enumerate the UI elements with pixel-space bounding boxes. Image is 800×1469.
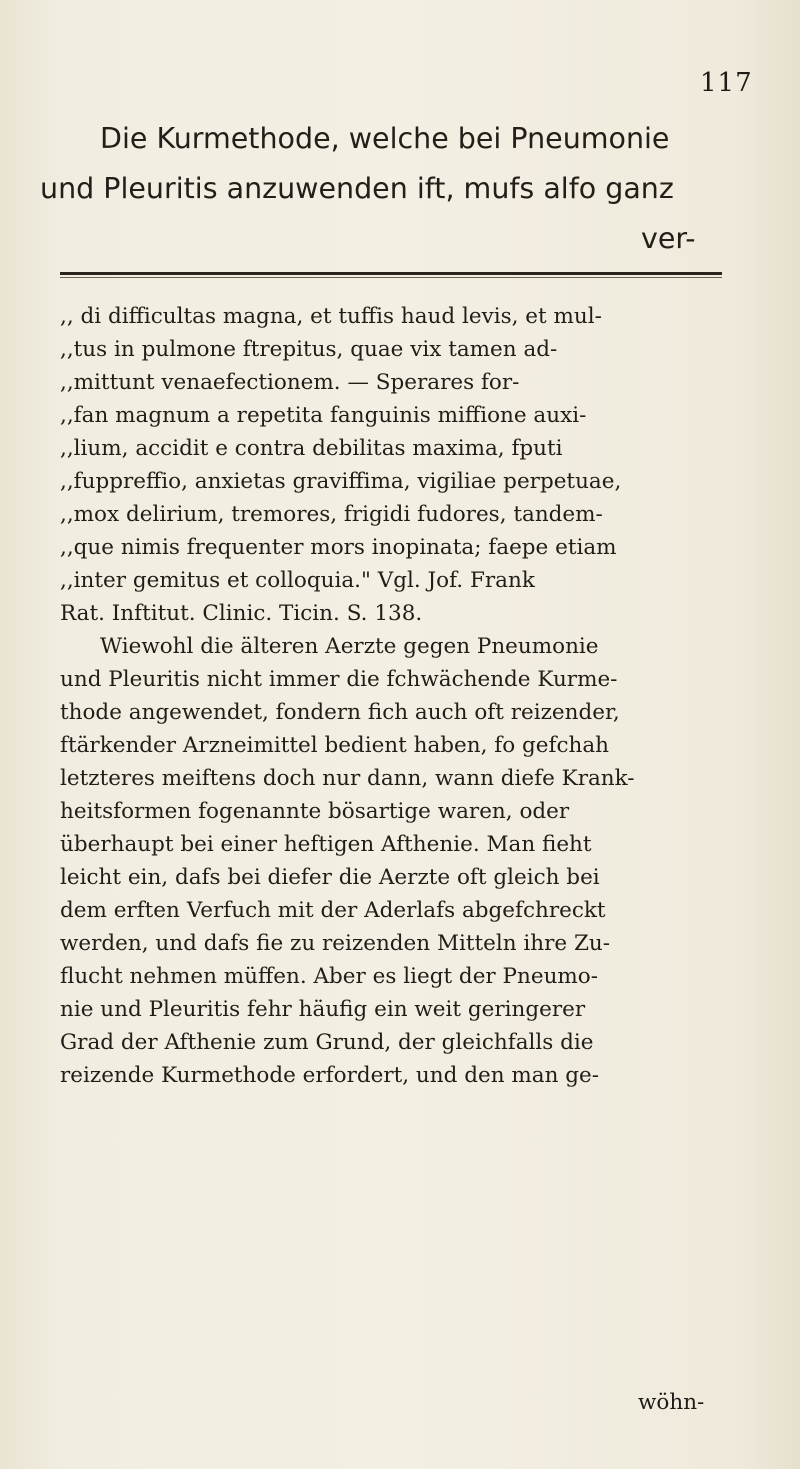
text-line: ,,mox delirium, tremores, frigidi fudores, tandem- <box>60 502 603 527</box>
text-line: thode angewendet, fondern fich auch oft reizender, <box>60 700 620 725</box>
text-line: ,,fan magnum a repetita fanguinis miffione auxi- <box>60 403 587 428</box>
text-line: ftärkender Arzneimittel bedient haben, fo gefchah <box>60 733 610 758</box>
page-number: 117 <box>700 68 753 98</box>
top-paragraph <box>40 114 780 264</box>
text-line: überhaupt bei einer heftigen Afthenie. Man fieht <box>60 832 592 857</box>
text-line: flucht nehmen müffen. Aber es liegt der Pneumo- <box>60 964 599 989</box>
text-line: ,,lium, accidit e contra debilitas maxima, fputi <box>60 436 563 461</box>
body-text <box>60 300 740 1092</box>
text-line: ,,mittunt venaefectionem. — Sperares for- <box>60 370 520 395</box>
text-line: Wiewohl die älteren Aerzte gegen Pneumonie <box>100 634 599 659</box>
text-line: ,,tus in pulmone ftrepitus, quae vix tamen ad- <box>60 337 558 362</box>
text-line: Rat. Inftitut. Clinic. Ticin. S. 138. <box>60 601 423 626</box>
footnote-separator-rule-thin <box>60 277 722 278</box>
text-line: ,,fuppreffio, anxietas graviffima, vigiliae perpetuae, <box>60 469 622 494</box>
text-line: und Pleuritis nicht immer die fchwächende Kurme- <box>60 667 618 692</box>
footnote-separator-rule <box>60 272 722 275</box>
catchword: wöhn- <box>638 1390 705 1415</box>
text-line: heitsformen fogenannte bösartige waren, oder <box>60 799 570 824</box>
text-line: ver- <box>641 222 696 255</box>
text-line: Die Kurmethode, welche bei Pneumonie <box>100 122 670 155</box>
text-line: reizende Kurmethode erfordert, und den man ge- <box>60 1063 600 1088</box>
text-line: letzteres meiftens doch nur dann, wann diefe Krank- <box>60 766 635 791</box>
text-line: nie und Pleuritis fehr häufig ein weit geringerer <box>60 997 586 1022</box>
text-line: leicht ein, dafs bei diefer die Aerzte oft gleich bei <box>60 865 600 890</box>
text-line: ,,inter gemitus et colloquia." Vgl. Jof. Frank <box>60 568 535 593</box>
text-line: und Pleuritis anzuwenden ift, mufs alfo ganz <box>40 172 674 205</box>
text-line: Grad der Afthenie zum Grund, der gleichfalls die <box>60 1030 594 1055</box>
text-line: dem erften Verfuch mit der Aderlafs abgefchreckt <box>60 898 606 923</box>
text-line: ,, di difficultas magna, et tuffis haud levis, et mul- <box>60 304 602 329</box>
text-line: ,,que nimis frequenter mors inopinata; faepe etiam <box>60 535 617 560</box>
text-line: werden, und dafs fie zu reizenden Mitteln ihre Zu- <box>60 931 611 956</box>
